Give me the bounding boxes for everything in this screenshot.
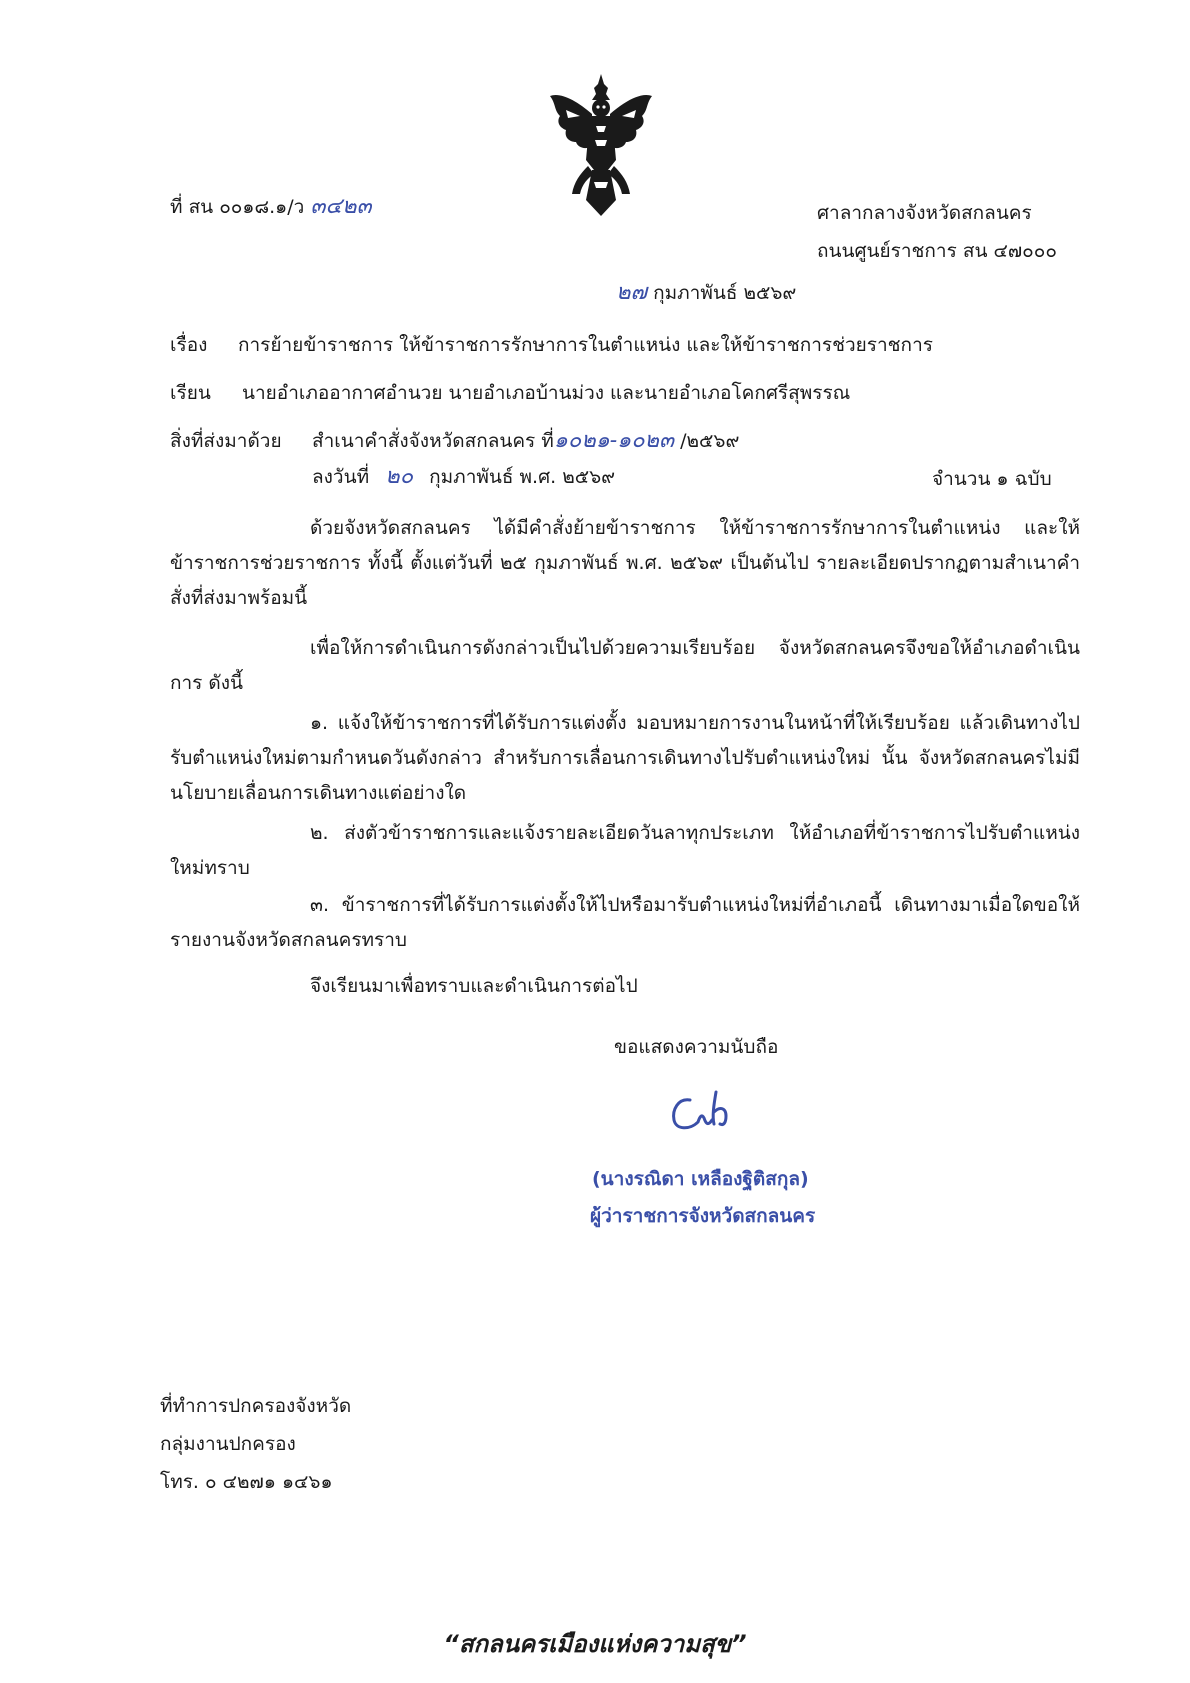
contact-office: ที่ทำการปกครองจังหวัด [160, 1395, 352, 1417]
reference-number-handwritten: ๓๔๒๓ [310, 194, 372, 219]
signatory-position: ผู้ว่าราชการจังหวัดสกลนคร [590, 1205, 816, 1227]
subject-label: เรื่อง [170, 334, 208, 356]
body-item-2: ๒. ส่งตัวข้าราชการและแจ้งรายละเอียดวันลาทุกประเภท ให้อำเภอที่ข้าราชการไปรับตำแหน่งใหม่ทราบ [170, 822, 1080, 879]
contact-division: กลุ่มงานปกครอง [160, 1433, 296, 1455]
body-paragraph-1: ด้วยจังหวัดสกลนคร ได้มีคำสั่งย้ายข้าราชการ ให้ข้าราชการรักษาการในตำแหน่ง และให้ข้าราชการช่วยราชการ ทั้งนี้ ตั้งแต่วันที่ ๒๕ กุมภาพันธ์ พ.ศ. ๒๕๖๙ เป็นต้นไป รายละเอียดปรากฏตามสำเนาคำสั่งที่ส่งมาพร้อมนี้ [170, 517, 1080, 609]
to-text: นายอำเภออากาศอำนวย นายอำเภอบ้านม่วง และนายอำเภอโคกศรีสุพรรณ [242, 382, 851, 404]
enclosure-date-day: ๒๐ [385, 464, 414, 489]
enclosure-suffix: /๒๕๖๙ [680, 430, 740, 452]
date-month-year: กุมภาพันธ์ ๒๕๖๙ [653, 282, 797, 304]
body-item-1: ๑. แจ้งให้ข้าราชการที่ได้รับการแต่งตั้ง มอบหมายการงานในหน้าที่ให้เรียบร้อย แล้วเดินทางไปรับตำแหน่งใหม่ตามกำหนดวันดังกล่าว สำหรับการเลื่อนการเดินทางไปรับตำแหน่งใหม่ นั้น จังหวัดสกลนครไม่มีนโยบายเลื่อนการเดินทางแต่อย่างใด [170, 712, 1080, 804]
enclosure-count: จำนวน ๑ ฉบับ [932, 468, 1052, 490]
enclosure-date-label: ลงวันที่ [312, 466, 370, 488]
office-address: ถนนศูนย์ราชการ สน ๔๗๐๐๐ [817, 240, 1057, 262]
garuda-emblem-icon [546, 70, 656, 220]
subject-text: การย้ายข้าราชการ ให้ข้าราชการรักษาการในตำแหน่ง และให้ข้าราชการช่วยราชการ [238, 334, 933, 356]
contact-phone: โทร. ๐ ๔๒๗๑ ๑๔๖๑ [160, 1471, 333, 1493]
reference-number [170, 194, 372, 220]
enclosure-prefix: สำเนาคำสั่งจังหวัดสกลนคร ที่ [312, 430, 554, 452]
footer-motto: “สกลนครเมืองแห่งความสุข” [443, 1630, 747, 1658]
salutation: ขอแสดงความนับถือ [614, 1036, 779, 1058]
to-label: เรียน [170, 382, 211, 404]
enclosure-line2 [312, 464, 615, 490]
reference-prefix: ที่ สน ๐๐๑๘.๑/ว [170, 196, 305, 218]
body-paragraph-2: เพื่อให้การดำเนินการดังกล่าวเป็นไปด้วยความเรียบร้อย จังหวัดสกลนครจึงขอให้อำเภอดำเนินการ ดังนี้ [170, 637, 1080, 694]
enclosure-date-rest: กุมภาพันธ์ พ.ศ. ๒๕๖๙ [429, 466, 616, 488]
document-date [616, 280, 796, 306]
body-item-3: ๓. ข้าราชการที่ได้รับการแต่งตั้งให้ไปหรือมารับตำแหน่งใหม่ที่อำเภอนี้ เดินทางมาเมื่อใดขอให้รายงานจังหวัดสกลนครทราบ [170, 894, 1080, 951]
signatory-name: (นางรณิดา เหลืองฐิติสกุล) [592, 1168, 809, 1190]
enclosure-order-range: ๑๐๒๑-๑๐๒๓ [553, 428, 675, 453]
enclosure-label: สิ่งที่ส่งมาด้วย [170, 430, 282, 452]
date-day-handwritten: ๒๗ [616, 280, 648, 305]
closing-line: จึงเรียนมาเพื่อทราบและดำเนินการต่อไป [310, 975, 638, 997]
handwritten-signature [668, 1086, 748, 1136]
office-name: ศาลากลางจังหวัดสกลนคร [817, 202, 1032, 224]
enclosure-line1 [312, 428, 739, 454]
